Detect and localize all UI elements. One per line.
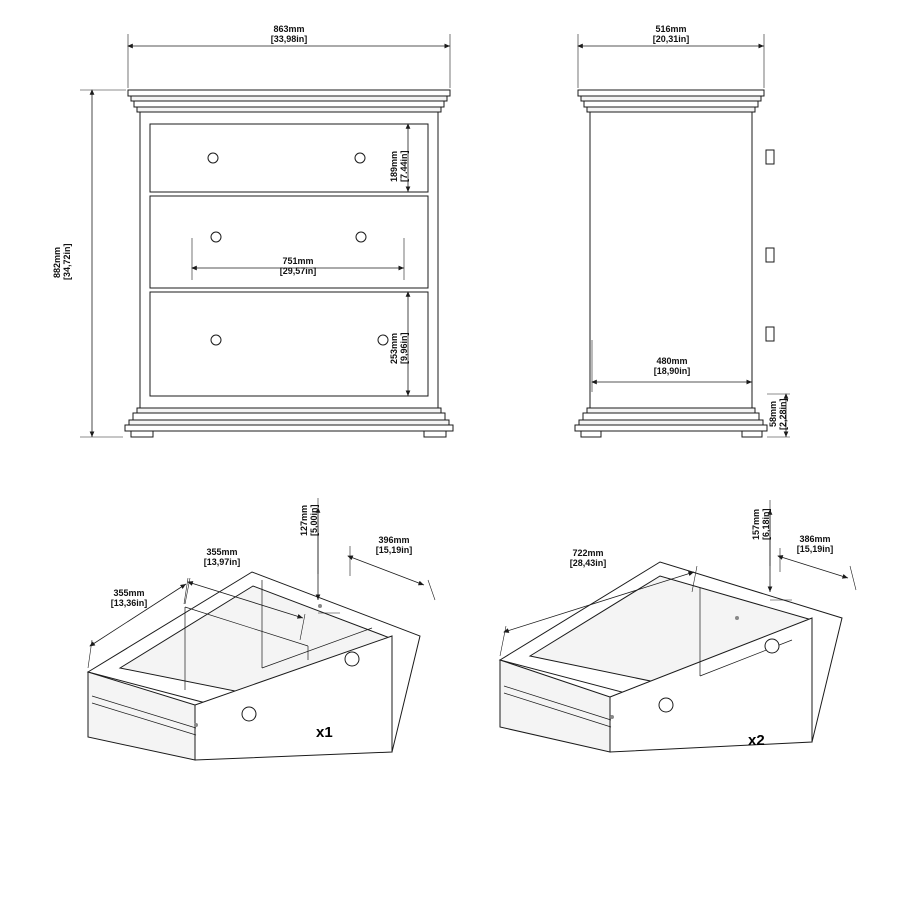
dim-side-inner-depth-mm: 480mm [656,356,688,366]
dim-small-drawer-height-inch: [5,00in] [309,504,320,536]
dim-bottom-drawer-height [389,317,409,379]
dim-large-drawer-width-mm: 722mm [572,548,604,558]
dim-large-drawer-depth [776,534,854,554]
dim-front-width-mm: 863mm [273,24,305,34]
dim-front-width [246,24,332,44]
dim-side-inner-depth [629,356,715,376]
dim-large-drawer-height-mm: 157mm [751,508,761,540]
dim-large-drawer-width-inch: [28,43in] [569,558,607,569]
dim-drawer-front-width [255,256,341,276]
dim-front-height-inch: [34,72in] [62,243,73,281]
dim-side-depth [628,24,714,44]
dim-small-drawer-width-b-mm: 355mm [113,588,145,598]
dim-small-drawer-width-a-inch: [13,97in] [203,557,241,568]
dim-large-drawer-depth-inch: [15,19in] [796,544,834,555]
dim-small-drawer-depth [355,535,433,555]
dim-top-drawer-height [389,135,409,197]
dim-small-drawer-width-b-inch: [13,36in] [110,598,148,609]
dim-plinth-height-mm: 58mm [768,401,778,428]
dim-plinth-height [768,388,788,440]
dim-top-drawer-height-mm: 189mm [389,150,399,182]
dim-side-depth-mm: 516mm [655,24,687,34]
dim-drawer-front-width-inch: [29,57in] [279,266,317,277]
dim-small-drawer-width-b [90,588,168,608]
dim-small-drawer-height-mm: 127mm [299,504,309,536]
dim-plinth-height-inch: [2,28in] [778,398,789,430]
dim-large-drawer-height [751,493,771,555]
dim-small-drawer-depth-mm: 396mm [378,535,410,545]
dim-large-drawer-width [549,548,627,568]
side-view-geometry [575,34,790,437]
dim-large-drawer-height-inch: [6,18in] [761,508,772,540]
dim-small-drawer-height [299,489,319,551]
dim-small-drawer-width-a [183,547,261,567]
small-drawer-quantity: x1 [316,724,333,741]
dim-side-inner-depth-inch: [18,90in] [653,366,691,377]
dim-bottom-drawer-height-mm: 253mm [389,332,399,364]
dim-bottom-drawer-height-inch: [9,96in] [399,332,410,364]
dim-front-width-inch: [33,98in] [270,34,308,45]
dim-small-drawer-depth-inch: [15,19in] [375,545,413,556]
dim-front-height [52,216,72,308]
dim-top-drawer-height-inch: [7.44in] [399,150,410,182]
dim-side-depth-inch: [20,31in] [652,34,690,45]
dim-large-drawer-depth-mm: 386mm [799,534,831,544]
dim-small-drawer-width-a-mm: 355mm [206,547,238,557]
dim-front-height-mm: 882mm [52,246,62,278]
dim-drawer-front-width-mm: 751mm [282,256,314,266]
large-drawer-quantity: x2 [748,732,765,749]
